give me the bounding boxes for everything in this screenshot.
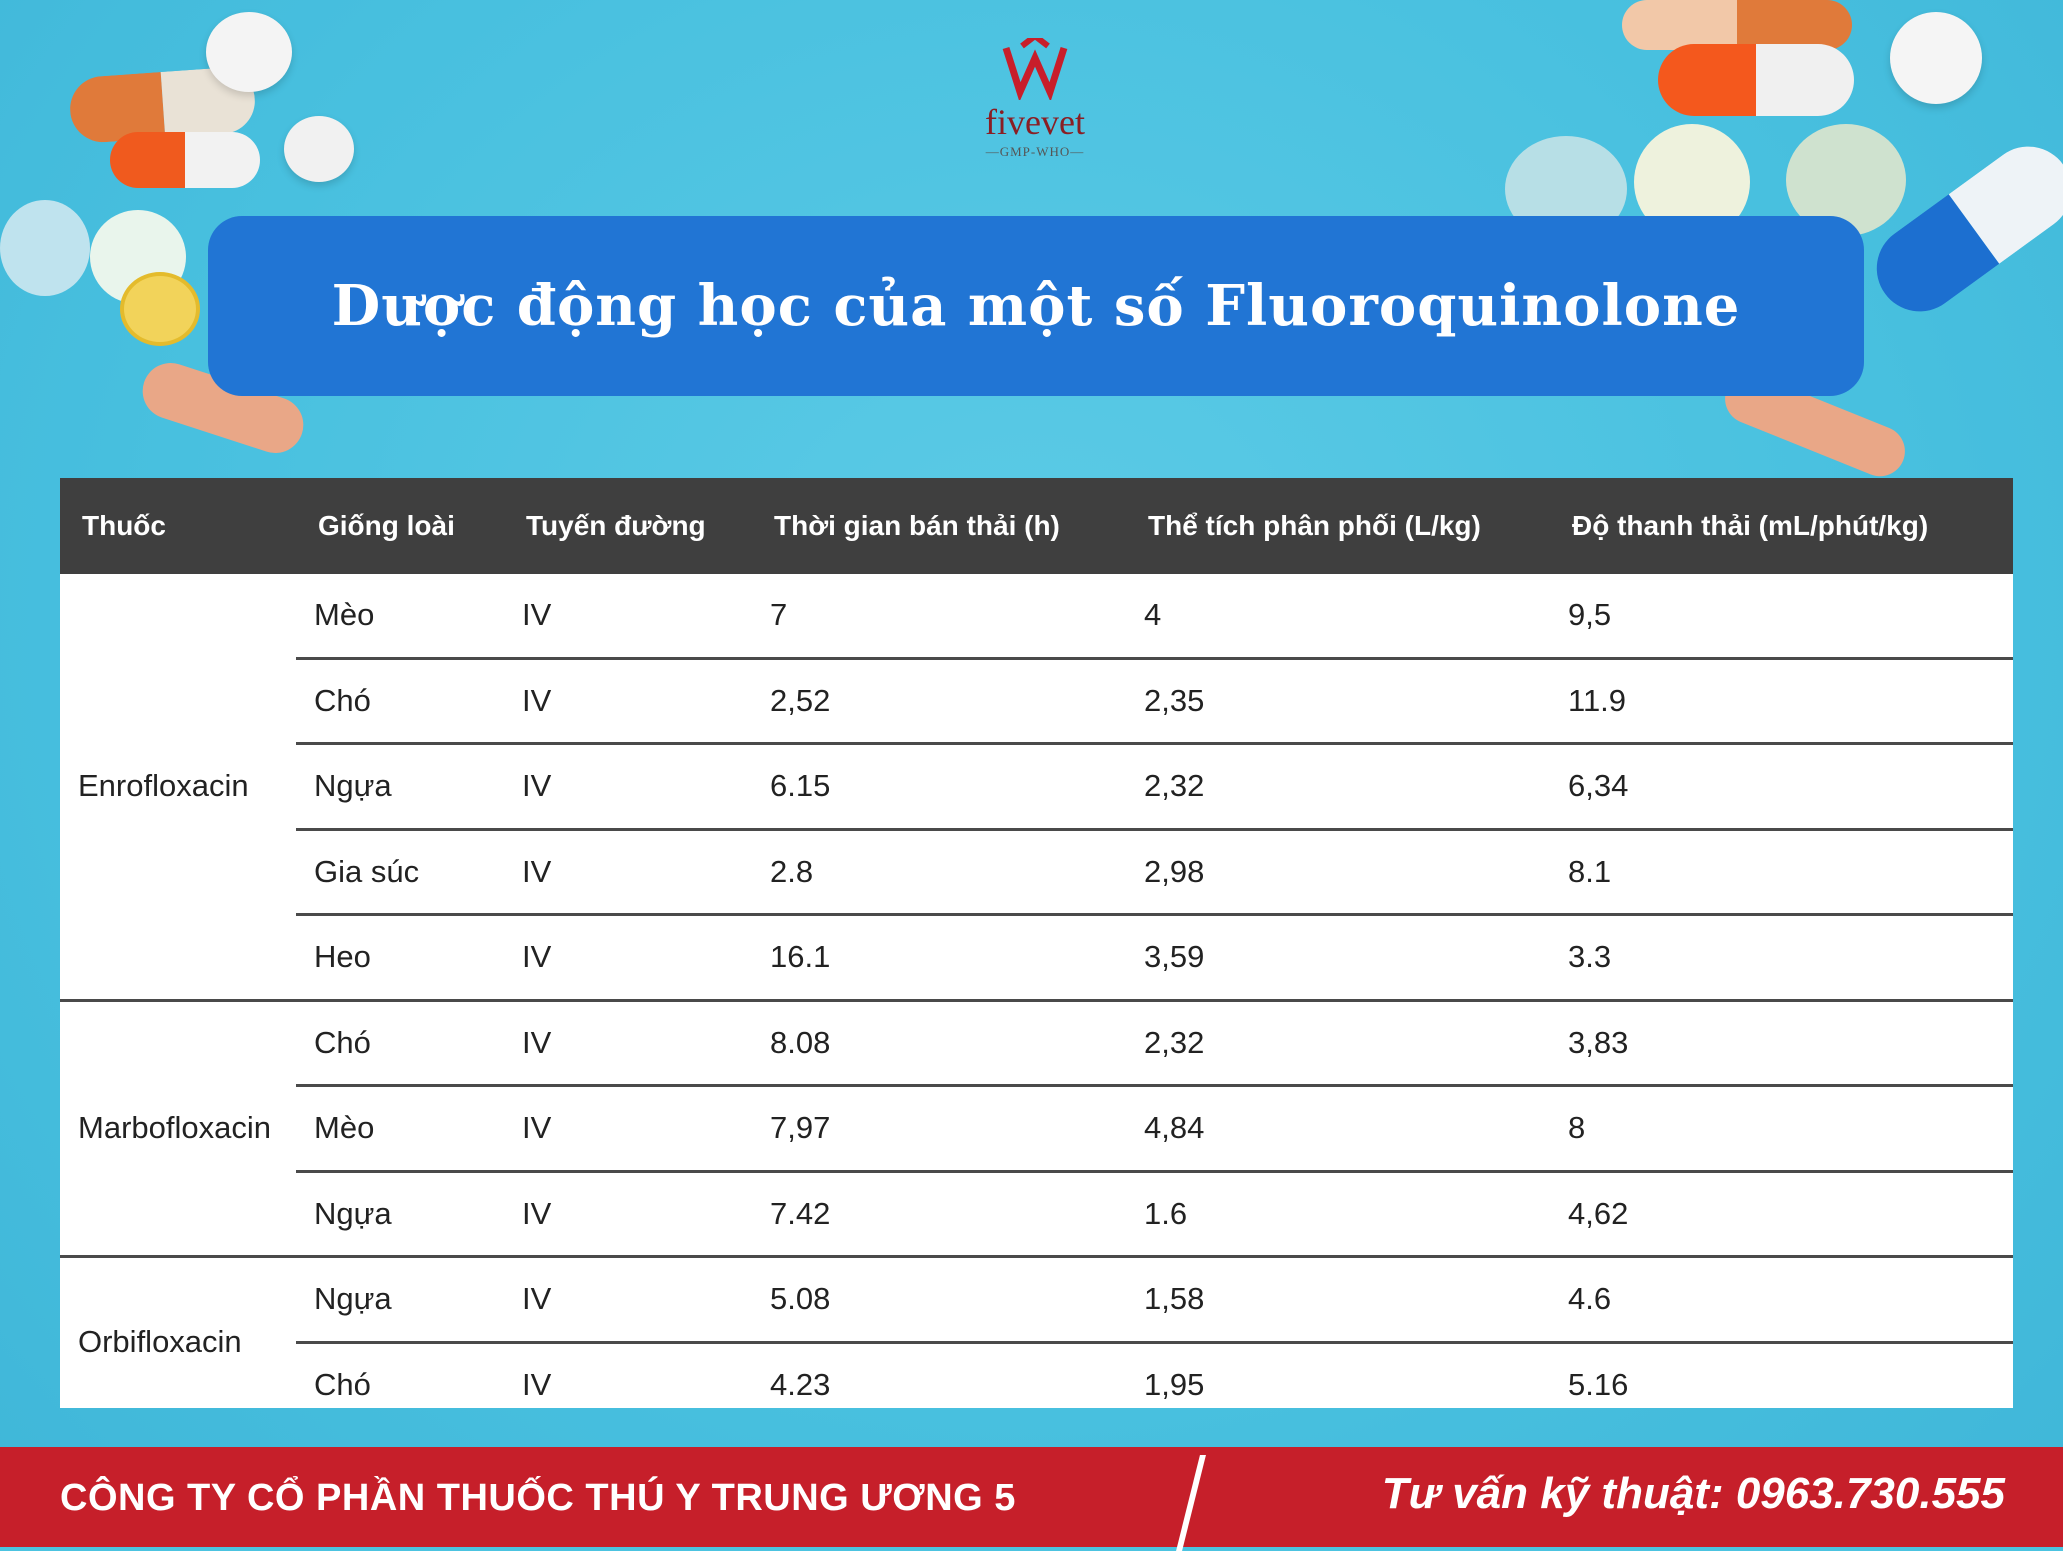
species-cell: Ngựa xyxy=(296,1257,504,1343)
route-cell: IV xyxy=(504,829,752,915)
table-row xyxy=(60,1086,2013,1172)
clearance-cell: 11.9 xyxy=(1550,658,2013,744)
volume-cell: 1,58 xyxy=(1126,1257,1550,1343)
table-row xyxy=(60,1257,2013,1343)
volume-cell: 3,59 xyxy=(1126,915,1550,1001)
logo-mark-icon xyxy=(1002,38,1068,100)
column-header-species: Giống loài xyxy=(296,478,504,574)
clearance-cell: 5.16 xyxy=(1568,1366,1629,1402)
half-life-cell: 16.1 xyxy=(752,915,1126,1001)
route-cell: IV xyxy=(504,1086,752,1172)
half-life-cell: 5.08 xyxy=(752,1257,1126,1343)
volume-cell: 4,84 xyxy=(1126,1086,1550,1172)
route-cell: IV xyxy=(504,744,752,830)
route-cell: IV xyxy=(504,574,752,658)
half-life-cell: 6.15 xyxy=(752,744,1126,830)
footer-bar xyxy=(0,1447,2063,1547)
volume-cell: 1.6 xyxy=(1126,1171,1550,1257)
clearance-cell: 6,34 xyxy=(1550,744,2013,830)
species-cell: Chó xyxy=(314,1366,371,1402)
half-life-cell: 7,97 xyxy=(752,1086,1126,1172)
half-life-cell: 7 xyxy=(752,574,1126,658)
table-header-row xyxy=(60,478,2013,574)
technical-hotline: Tư vấn kỹ thuật: 0963.730.555 xyxy=(1381,1469,2005,1518)
table-row xyxy=(60,1342,2013,1426)
volume-cell: 1,95 xyxy=(1144,1366,1205,1402)
fivevet-logo xyxy=(960,38,1110,160)
table-row xyxy=(60,1000,2013,1086)
species-cell: Ngựa xyxy=(296,744,504,830)
column-header-half-life: Thời gian bán thải (h) xyxy=(752,478,1126,574)
half-life-cell: 7.42 xyxy=(752,1171,1126,1257)
table-row xyxy=(60,915,2013,1001)
footer-divider xyxy=(1176,1455,1206,1551)
route-cell: IV xyxy=(504,1171,752,1257)
drug-name-cell: Orbifloxacin xyxy=(78,1324,242,1359)
clearance-cell: 4,62 xyxy=(1550,1171,2013,1257)
clearance-cell: 3.3 xyxy=(1550,915,2013,1001)
half-life-cell: 8.08 xyxy=(752,1000,1126,1086)
clearance-cell: 8 xyxy=(1550,1086,2013,1172)
clearance-cell: 3,83 xyxy=(1550,1000,2013,1086)
column-header-volume: Thể tích phân phối (L/kg) xyxy=(1126,478,1550,574)
species-cell: Chó xyxy=(296,1000,504,1086)
route-cell: IV xyxy=(504,1257,752,1343)
table-row xyxy=(60,744,2013,830)
drug-name-cell: Marbofloxacin xyxy=(60,1000,296,1257)
route-cell: IV xyxy=(504,1000,752,1086)
half-life-cell: 4.23 xyxy=(770,1366,831,1402)
half-life-cell: 2,52 xyxy=(752,658,1126,744)
species-cell: Gia súc xyxy=(296,829,504,915)
table-row xyxy=(60,829,2013,915)
drug-name-cell: Enrofloxacin xyxy=(60,574,296,1000)
species-cell: Mèo xyxy=(296,574,504,658)
company-name: CÔNG TY CỔ PHẦN THUỐC THÚ Y TRUNG ƯƠNG 5 xyxy=(60,1477,1016,1519)
table-row xyxy=(60,1171,2013,1257)
species-cell: Mèo xyxy=(296,1086,504,1172)
clearance-cell: 9,5 xyxy=(1550,574,2013,658)
volume-cell: 2,98 xyxy=(1126,829,1550,915)
logo-tagline: —GMP-WHO— xyxy=(985,144,1085,159)
species-cell: Chó xyxy=(296,658,504,744)
pharmacokinetics-table xyxy=(60,478,2013,1408)
route-cell: IV xyxy=(504,915,752,1001)
volume-cell: 4 xyxy=(1126,574,1550,658)
column-header-drug: Thuốc xyxy=(60,478,296,574)
route-cell: IV xyxy=(504,658,752,744)
table-row xyxy=(60,658,2013,744)
logo-brand-text: fivevet xyxy=(985,102,1085,142)
volume-cell: 2,35 xyxy=(1126,658,1550,744)
species-cell: Ngựa xyxy=(296,1171,504,1257)
clearance-cell: 8.1 xyxy=(1550,829,2013,915)
route-cell: IV xyxy=(522,1366,552,1402)
volume-cell: 2,32 xyxy=(1126,1000,1550,1086)
column-header-route: Tuyến đường xyxy=(504,478,752,574)
table-row xyxy=(60,574,2013,658)
column-header-clearance: Độ thanh thải (mL/phút/kg) xyxy=(1550,478,2013,574)
half-life-cell: 2.8 xyxy=(752,829,1126,915)
species-cell: Heo xyxy=(296,915,504,1001)
clearance-cell: 4.6 xyxy=(1550,1257,2013,1343)
page-title: Dược động học của một số Fluoroquinolone xyxy=(331,273,1741,339)
title-banner xyxy=(208,216,1864,396)
volume-cell: 2,32 xyxy=(1126,744,1550,830)
